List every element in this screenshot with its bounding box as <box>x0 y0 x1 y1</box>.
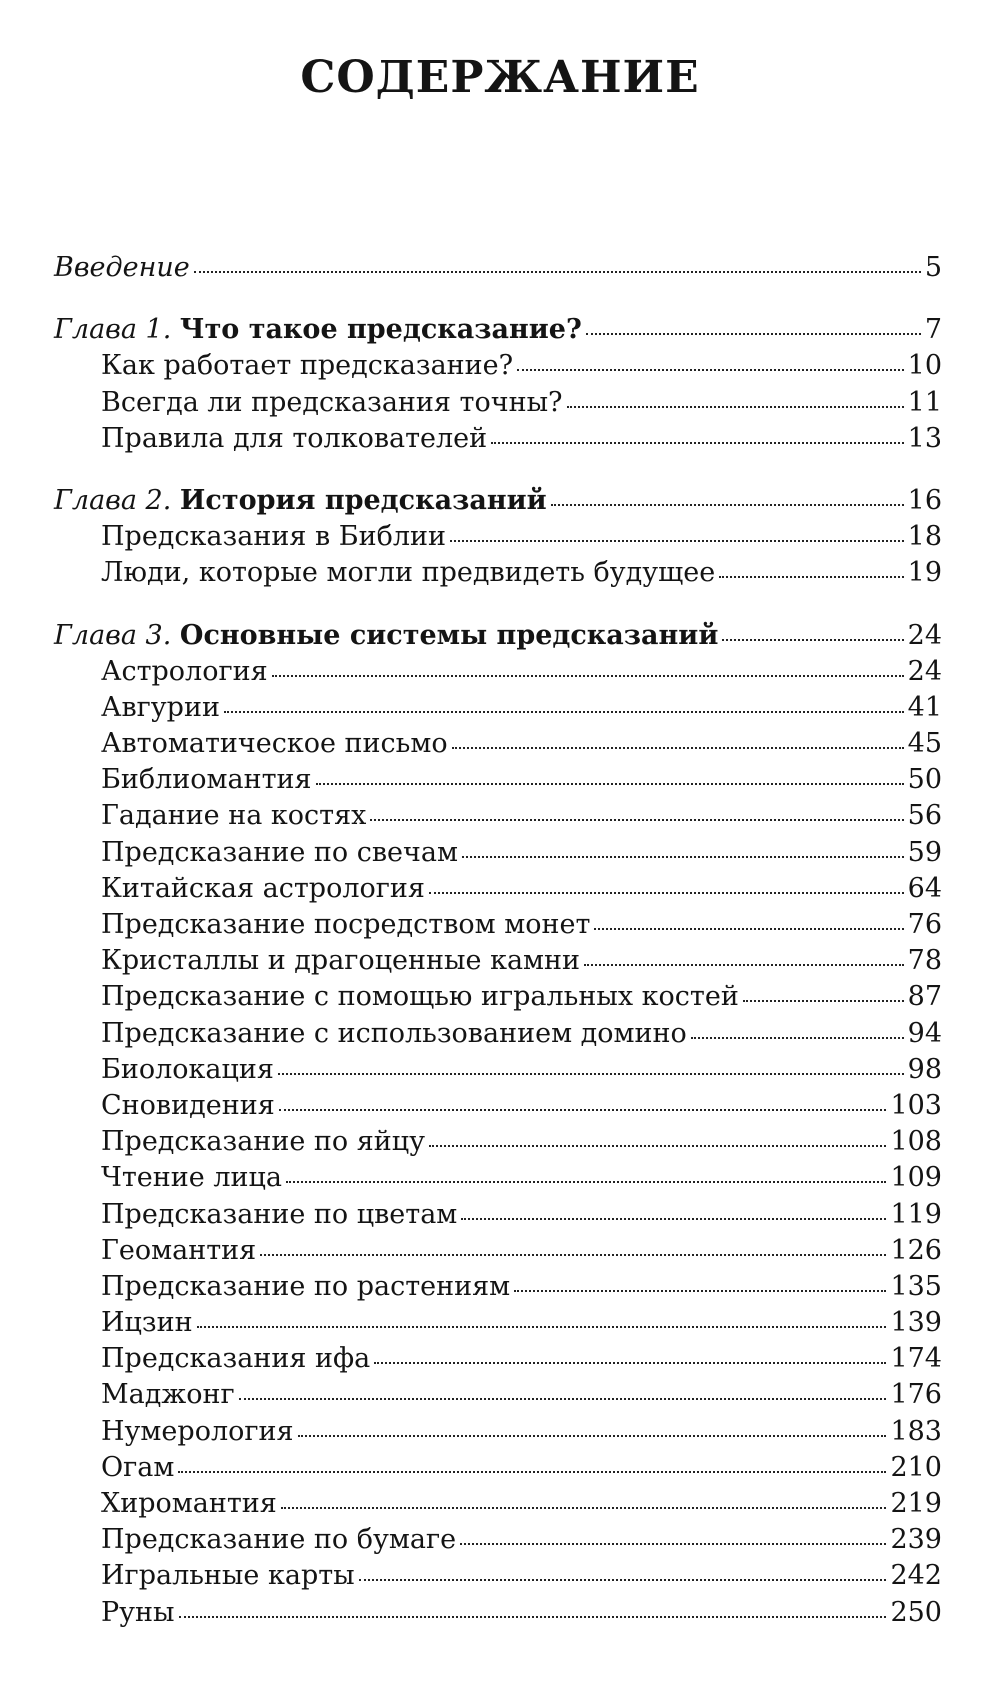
toc-entry-section[interactable] <box>54 519 942 555</box>
entry-label: Библиомантия <box>101 764 312 796</box>
dot-leader <box>374 1362 886 1364</box>
page-number: 108 <box>890 1126 942 1158</box>
page-number: 174 <box>890 1343 942 1375</box>
dot-leader <box>584 964 904 966</box>
toc-entry-section[interactable] <box>54 1486 942 1522</box>
dot-leader <box>260 1254 886 1256</box>
dot-leader <box>279 1109 887 1111</box>
dot-leader <box>370 819 903 821</box>
dot-leader <box>298 1435 887 1437</box>
toc-entry-chapter-1[interactable] <box>54 312 942 348</box>
entry-label: Предсказание посредством монет <box>101 909 591 940</box>
toc-entry-section[interactable] <box>54 654 942 690</box>
table-of-contents <box>54 250 942 1631</box>
page-number: 219 <box>890 1488 942 1519</box>
page-number: 242 <box>890 1560 942 1592</box>
toc-entry-section[interactable] <box>54 1414 942 1450</box>
entry-label: Люди, которые могли предвидеть будущее <box>101 557 716 589</box>
entry-label: Правила для толкователей <box>101 422 488 454</box>
toc-entry-intro[interactable] <box>54 250 942 286</box>
toc-entry-section[interactable] <box>54 1197 942 1233</box>
entry-label <box>54 312 582 348</box>
entry-label: Кристаллы и драгоценные камни <box>101 945 581 977</box>
dot-leader <box>491 442 903 444</box>
toc-entry-section[interactable] <box>54 1377 942 1413</box>
entry-label: Предсказание по бумаге <box>101 1524 457 1556</box>
chapter-title: Основные системы предсказаний <box>179 619 719 651</box>
dot-leader <box>567 406 904 408</box>
entry-label <box>54 618 718 654</box>
page-number: 78 <box>907 945 942 977</box>
toc-entry-section[interactable] <box>54 1016 942 1052</box>
entry-label: Ицзин <box>101 1307 193 1339</box>
toc-entry-section[interactable] <box>54 798 942 834</box>
chapter-prefix: Глава 3. <box>54 619 172 651</box>
entry-label: Руны <box>101 1596 175 1628</box>
chapter-title: Что такое предсказание? <box>179 314 582 346</box>
toc-entry-section[interactable] <box>54 1160 942 1196</box>
page-number: 18 <box>907 521 942 553</box>
dot-leader <box>586 333 921 335</box>
entry-label: Маджонг <box>101 1379 235 1411</box>
dot-leader <box>178 1471 886 1473</box>
page-number: 24 <box>907 619 942 651</box>
page-number: 24 <box>907 655 942 687</box>
toc-entry-section[interactable] <box>54 979 942 1015</box>
dot-leader <box>286 1181 887 1183</box>
page-number: 41 <box>907 691 942 723</box>
page-number: 103 <box>890 1089 942 1121</box>
page-number: 183 <box>890 1415 942 1447</box>
entry-label: Огам <box>101 1451 175 1483</box>
entry-label: Чтение лица <box>101 1162 282 1194</box>
toc-entry-section[interactable] <box>54 943 942 979</box>
page-number: 94 <box>907 1017 942 1049</box>
entry-label: Предсказание по яйцу <box>101 1126 426 1158</box>
toc-entry-section[interactable] <box>54 871 942 907</box>
page-number: 11 <box>907 386 942 418</box>
chapter-title: История предсказаний <box>179 484 547 516</box>
dot-leader <box>719 576 903 578</box>
entry-label: Предсказания ифа <box>101 1343 371 1375</box>
page-number: 59 <box>907 836 942 868</box>
toc-entry-section[interactable] <box>54 421 942 457</box>
chapters-list <box>54 312 942 1631</box>
page-number: 56 <box>907 800 942 832</box>
page-number: 45 <box>907 728 942 760</box>
page-number: 250 <box>890 1596 942 1628</box>
toc-entry-section[interactable] <box>54 555 942 591</box>
toc-entry-section[interactable] <box>54 726 942 762</box>
page-number: 210 <box>890 1451 942 1483</box>
dot-leader <box>278 1073 904 1075</box>
toc-entry-section[interactable] <box>54 1595 942 1631</box>
dot-leader <box>272 675 904 677</box>
page-number: 119 <box>890 1198 942 1230</box>
dot-leader <box>179 1616 887 1618</box>
toc-entry-section[interactable] <box>54 762 942 798</box>
entry-label: Предсказание по свечам <box>101 836 458 868</box>
entry-label: Астрология <box>101 655 268 687</box>
entry-label: Автоматическое письмо <box>101 728 448 760</box>
dot-leader <box>197 1326 887 1328</box>
page-number: 19 <box>907 557 942 589</box>
entry-label: Геомантия <box>101 1234 257 1266</box>
toc-entry-section[interactable] <box>54 1052 942 1088</box>
page-number: 109 <box>890 1162 942 1194</box>
page-number: 176 <box>890 1379 942 1411</box>
toc-entry-section[interactable] <box>54 1124 942 1160</box>
toc-entry-section[interactable] <box>54 1341 942 1377</box>
dot-leader <box>452 747 904 749</box>
entry-label: Предсказание с использованием домино <box>101 1017 687 1049</box>
entry-label: Китайская астрология <box>101 872 425 904</box>
dot-leader <box>194 271 921 273</box>
toc-entry-section[interactable] <box>54 1088 942 1124</box>
entry-label <box>54 483 547 519</box>
toc-entry-section[interactable] <box>54 1305 942 1341</box>
dot-leader <box>359 1579 887 1581</box>
dot-leader <box>551 504 904 506</box>
toc-entry-section[interactable] <box>54 907 942 943</box>
entry-label: Биолокация <box>101 1053 274 1085</box>
toc-entry-section[interactable] <box>54 348 942 384</box>
toc-entry-section[interactable] <box>54 1522 942 1558</box>
dot-leader <box>429 892 904 894</box>
entry-label: Гадание на костях <box>101 800 367 832</box>
dot-leader <box>462 856 904 858</box>
page-number: 98 <box>907 1053 942 1085</box>
page-title: СОДЕРЖАНИЕ <box>300 52 700 103</box>
entry-label: Как работает предсказание? <box>101 350 514 382</box>
page-number: 16 <box>907 484 942 516</box>
page-number: 87 <box>907 981 942 1013</box>
entry-label: Предсказания в Библии <box>101 521 446 553</box>
page-number: 239 <box>890 1524 942 1556</box>
page-number: 13 <box>907 422 942 454</box>
page-number: 5 <box>924 252 942 283</box>
entry-label: Введение <box>54 252 190 283</box>
page-number: 135 <box>890 1270 942 1302</box>
toc-entry-section[interactable] <box>54 1233 942 1269</box>
toc-entry-chapter-3[interactable] <box>54 618 942 654</box>
dot-leader <box>429 1145 886 1147</box>
toc-entry-section[interactable] <box>54 1269 942 1305</box>
page-number: 139 <box>890 1307 942 1339</box>
dot-leader <box>281 1507 887 1509</box>
entry-label: Предсказание по цветам <box>101 1198 458 1230</box>
dot-leader <box>517 369 904 371</box>
toc-entry-section[interactable] <box>54 1450 942 1486</box>
dot-leader <box>461 1218 886 1220</box>
toc-entry-section[interactable] <box>54 1558 942 1594</box>
dot-leader <box>514 1290 886 1292</box>
dot-leader <box>450 540 904 542</box>
dot-leader <box>460 1543 886 1545</box>
dot-leader <box>316 783 904 785</box>
page-number: 126 <box>890 1234 942 1266</box>
dot-leader <box>722 639 903 641</box>
entry-label: Игральные карты <box>101 1560 355 1592</box>
page-number: 64 <box>907 872 942 904</box>
toc-entry-section[interactable] <box>54 385 942 421</box>
entry-label: Нумерология <box>101 1415 294 1447</box>
page-number: 50 <box>907 764 942 796</box>
dot-leader <box>743 1000 904 1002</box>
entry-label: Предсказание по растениям <box>101 1270 511 1302</box>
dot-leader <box>239 1398 887 1400</box>
dot-leader <box>594 928 903 930</box>
entry-label: Сновидения <box>101 1089 275 1121</box>
toc-entry-chapter-2[interactable] <box>54 483 942 519</box>
entry-label: Предсказание с помощью игральных костей <box>101 981 739 1013</box>
page-number: 7 <box>924 314 942 346</box>
dot-leader <box>691 1037 904 1039</box>
page-number: 10 <box>907 350 942 382</box>
page-number: 76 <box>907 909 942 940</box>
entry-label: Всегда ли предсказания точны? <box>101 386 563 418</box>
toc-entry-section[interactable] <box>54 835 942 871</box>
chapter-prefix: Глава 1. <box>54 314 172 346</box>
dot-leader <box>224 711 904 713</box>
toc-entry-section[interactable] <box>54 690 942 726</box>
entry-label: Авгурии <box>101 691 220 723</box>
entry-label: Хиромантия <box>101 1488 277 1519</box>
chapter-prefix: Глава 2. <box>54 484 172 516</box>
